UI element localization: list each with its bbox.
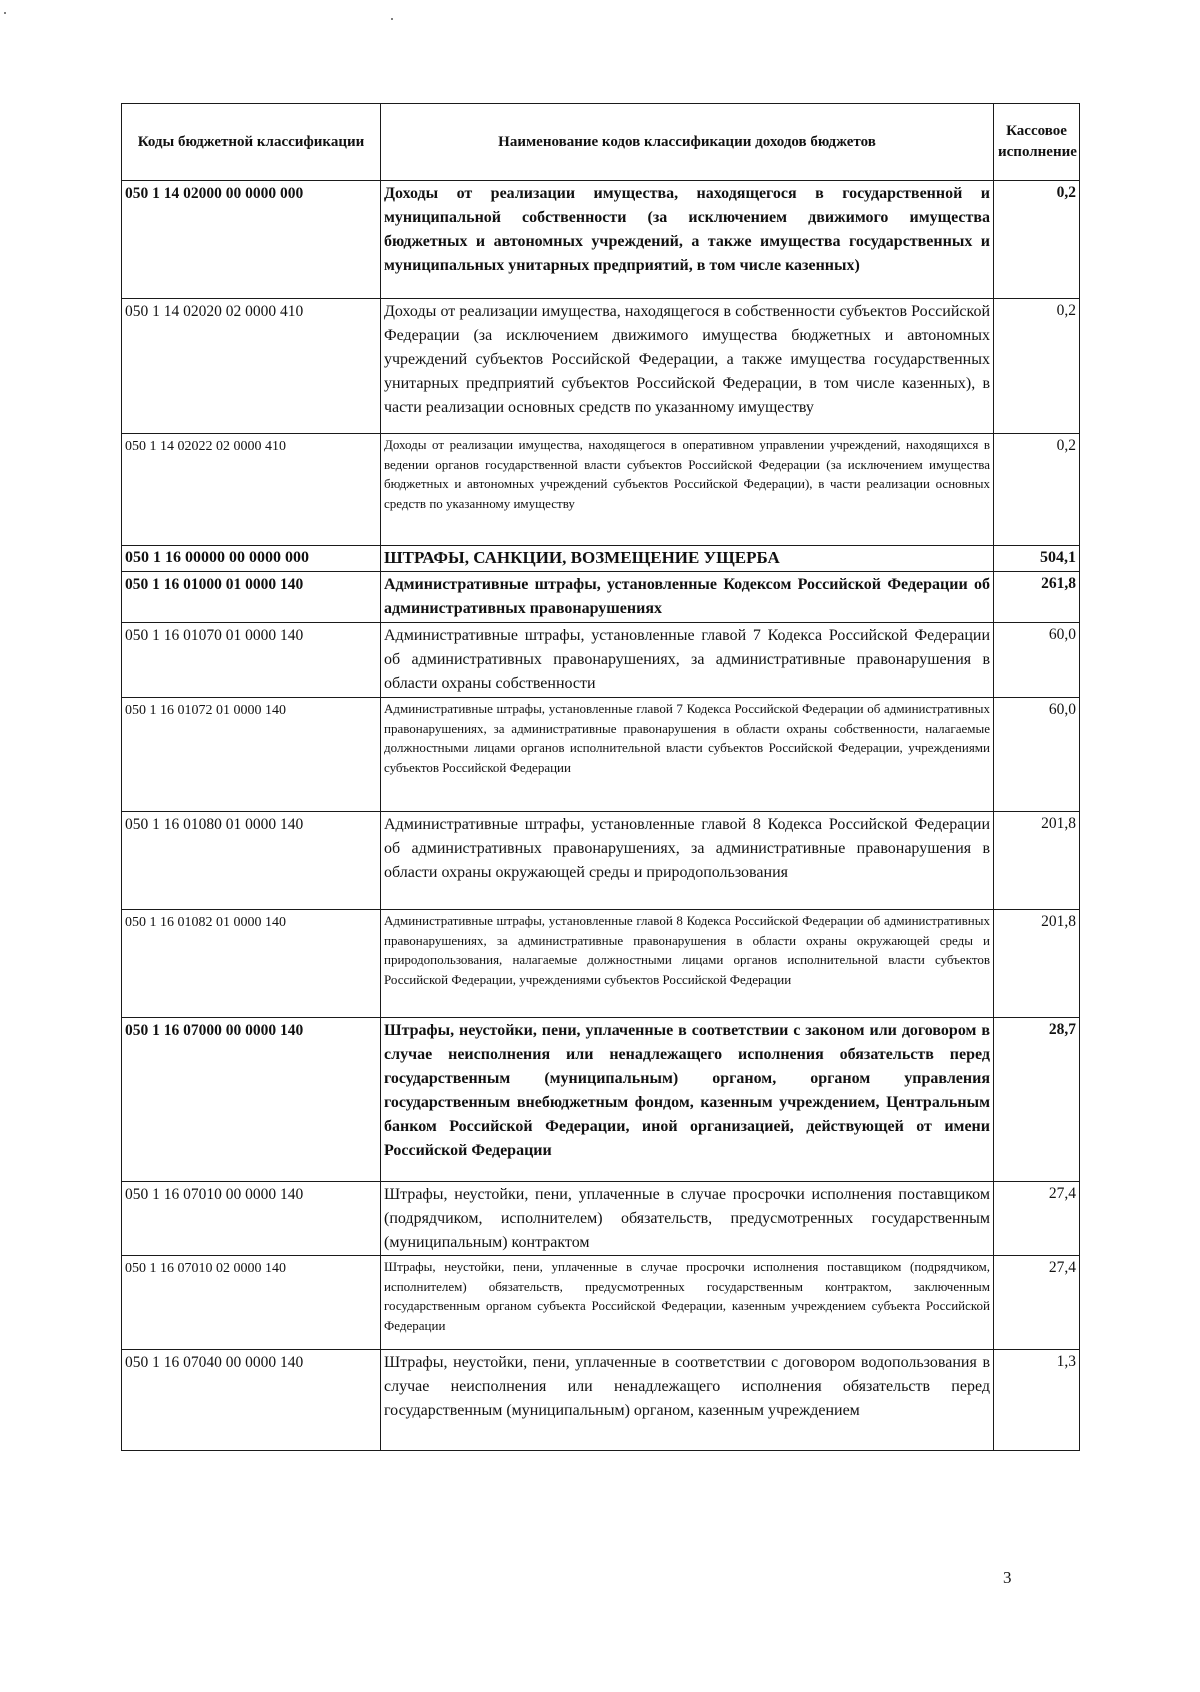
row-value: 0,2 [994, 299, 1080, 434]
header-value: Кассовое исполнение [994, 104, 1080, 181]
row-name: Административные штрафы, установленные Кодексом Российской Федерации об административных правонарушениях [381, 572, 994, 623]
row-code: 050 1 16 00000 00 0000 000 [122, 546, 381, 572]
header-code: Коды бюджетной классификации [122, 104, 381, 181]
row-value: 261,8 [994, 572, 1080, 623]
row-name: Административные штрафы, установленные главой 7 Кодекса Российской Федерации об административных правонарушениях, за административные правонарушения в области охраны собственности, налагаемые должностными лицами органов исполнительной власти субъектов Российской Федерации, учреждениями субъектов Российской Федерации [381, 698, 994, 812]
row-value: 0,2 [994, 434, 1080, 546]
row-code: 050 1 14 02000 00 0000 000 [122, 181, 381, 299]
row-value: 27,4 [994, 1256, 1080, 1350]
row-name: Доходы от реализации имущества, находящегося в государственной и муниципальной собственности (за исключением движимого имущества бюджетных и автономных учреждений, а также имущества государственных и муниципальных унитарных предприятий, в том числе казенных) [381, 181, 994, 299]
row-value: 201,8 [994, 812, 1080, 910]
row-value: 28,7 [994, 1018, 1080, 1182]
row-code: 050 1 16 01082 01 0000 140 [122, 910, 381, 1018]
table-row [122, 1182, 1080, 1256]
row-code: 050 1 16 07010 02 0000 140 [122, 1256, 381, 1350]
row-value: 60,0 [994, 623, 1080, 698]
row-value: 1,3 [994, 1350, 1080, 1451]
row-name: Штрафы, неустойки, пени, уплаченные в соответствии с договором водопользования в случае неисполнения или ненадлежащего исполнения обязательств перед государственным (муниципальным) органом, казенным учреждением [381, 1350, 994, 1451]
table-row [122, 546, 1080, 572]
row-name: ШТРАФЫ, САНКЦИИ, ВОЗМЕЩЕНИЕ УЩЕРБА [381, 546, 994, 572]
table-row [122, 572, 1080, 623]
row-name: Административные штрафы, установленные главой 8 Кодекса Российской Федерации об административных правонарушениях, за административные правонарушения в области охраны окружающей среды и природопользования [381, 812, 994, 910]
row-name: Штрафы, неустойки, пени, уплаченные в соответствии с законом или договором в случае неисполнения или ненадлежащего исполнения обязательств перед государственным (муниципальным) органом, органом управления государственным внебюджетным фондом, казенным учреждением, Центральным банком Российской Федерации, иной организацией, действующей от имени Российской Федерации [381, 1018, 994, 1182]
row-value: 60,0 [994, 698, 1080, 812]
table-row [122, 1256, 1080, 1350]
page-number: 3 [1003, 1568, 1012, 1587]
row-code: 050 1 16 07010 00 0000 140 [122, 1182, 381, 1256]
row-value: 27,4 [994, 1182, 1080, 1256]
row-name: Штрафы, неустойки, пени, уплаченные в случае просрочки исполнения поставщиком (подрядчиком, исполнителем) обязательств, предусмотренных государственным контрактом, заключенным государственным органом субъекта Российской Федерации, казенным учреждением субъекта Российской Федерации [381, 1256, 994, 1350]
table-header-row [122, 104, 1080, 181]
table-row [122, 910, 1080, 1018]
table-row [122, 812, 1080, 910]
scan-speck [4, 12, 6, 14]
table-row [122, 698, 1080, 812]
table-row [122, 1018, 1080, 1182]
table-row [122, 623, 1080, 698]
row-code: 050 1 16 01080 01 0000 140 [122, 812, 381, 910]
row-name: Административные штрафы, установленные главой 7 Кодекса Российской Федерации об административных правонарушениях, за административные правонарушения в области охраны собственности [381, 623, 994, 698]
row-code: 050 1 16 07000 00 0000 140 [122, 1018, 381, 1182]
row-value: 0,2 [994, 181, 1080, 299]
table-row [122, 434, 1080, 546]
row-value: 201,8 [994, 910, 1080, 1018]
row-code: 050 1 14 02022 02 0000 410 [122, 434, 381, 546]
row-code: 050 1 14 02020 02 0000 410 [122, 299, 381, 434]
scan-speck [391, 18, 393, 20]
table-row [122, 1350, 1080, 1451]
row-name: Доходы от реализации имущества, находящегося в собственности субъектов Российской Федерации (за исключением движимого имущества бюджетных и автономных учреждений субъектов Российской Федерации, а также имущества государственных унитарных предприятий субъектов Российской Федерации, в том числе казенных), в части реализации основных средств по указанному имуществу [381, 299, 994, 434]
row-code: 050 1 16 01072 01 0000 140 [122, 698, 381, 812]
header-name: Наименование кодов классификации доходов бюджетов [381, 104, 994, 181]
row-code: 050 1 16 01000 01 0000 140 [122, 572, 381, 623]
table-row [122, 299, 1080, 434]
row-value: 504,1 [994, 546, 1080, 572]
row-name: Доходы от реализации имущества, находящегося в оперативном управлении учреждений, находящихся в ведении органов государственной власти субъектов Российской Федерации (за исключением имущества бюджетных и автономных учреждений субъектов Российской Федерации), в части реализации основных средств по указанному имуществу [381, 434, 994, 546]
row-name: Административные штрафы, установленные главой 8 Кодекса Российской Федерации об административных правонарушениях, за административные правонарушения в области охраны окружающей среды и природопользования, налагаемые должностными лицами органов исполнительной власти субъектов Российской Федерации, учреждениями субъектов Российской Федерации [381, 910, 994, 1018]
row-code: 050 1 16 01070 01 0000 140 [122, 623, 381, 698]
table-row [122, 181, 1080, 299]
budget-classification-table [121, 103, 1080, 1451]
row-code: 050 1 16 07040 00 0000 140 [122, 1350, 381, 1451]
row-name: Штрафы, неустойки, пени, уплаченные в случае просрочки исполнения поставщиком (подрядчиком, исполнителем) обязательств, предусмотренных государственным (муниципальным) контрактом [381, 1182, 994, 1256]
